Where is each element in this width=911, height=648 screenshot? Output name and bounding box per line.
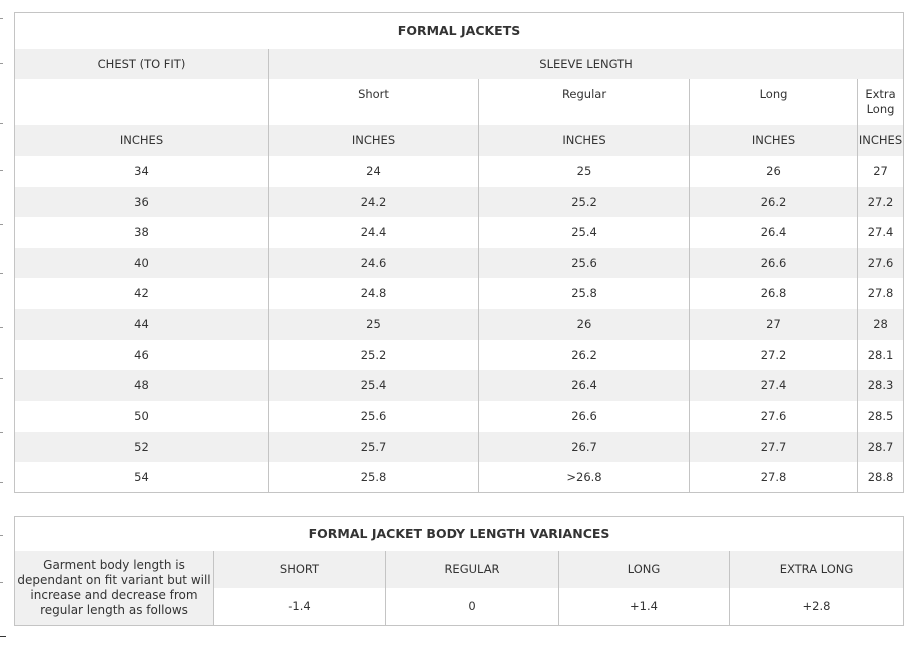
variance-header-long: LONG	[559, 551, 730, 588]
fit-header-long: Long	[690, 79, 858, 125]
long-sleeve-cell: 27.7	[690, 432, 858, 462]
variance-header-extra-long: EXTRA LONG	[730, 551, 904, 588]
chest-size-cell: 40	[15, 248, 269, 278]
chest-size-cell: 48	[15, 370, 269, 401]
short-sleeve-cell: 24.4	[269, 217, 479, 248]
regular-sleeve-cell: >26.8	[479, 462, 690, 493]
fit-header-regular: Regular	[479, 79, 690, 125]
edge-tick	[0, 63, 3, 64]
extra-long-sleeve-cell: 27.2	[858, 187, 904, 217]
extra-long-sleeve-cell: 27.4	[858, 217, 904, 248]
long-sleeve-cell: 26	[690, 156, 858, 187]
extra-long-sleeve-cell: 27.8	[858, 278, 904, 309]
chest-size-cell: 50	[15, 401, 269, 432]
edge-tick	[0, 535, 3, 536]
edge-tick	[0, 327, 3, 328]
chest-size-cell: 38	[15, 217, 269, 248]
long-sleeve-cell: 26.6	[690, 248, 858, 278]
variances-title: FORMAL JACKET BODY LENGTH VARIANCES	[308, 526, 610, 542]
table-row	[15, 187, 904, 217]
variance-value-short: -1.4	[214, 588, 386, 626]
chest-size-cell: 46	[15, 340, 269, 370]
unit-label: INCHES	[269, 125, 479, 156]
short-sleeve-cell: 24.8	[269, 278, 479, 309]
short-sleeve-cell: 24.2	[269, 187, 479, 217]
variance-header-regular: REGULAR	[386, 551, 559, 588]
body-length-variances-table	[14, 516, 904, 626]
table-row	[15, 278, 904, 309]
edge-tick	[0, 582, 3, 583]
regular-sleeve-cell: 25.4	[479, 217, 690, 248]
extra-long-sleeve-cell: 28.8	[858, 462, 904, 493]
edge-tick	[0, 123, 3, 124]
chest-size-cell: 42	[15, 278, 269, 309]
regular-sleeve-cell: 26.4	[479, 370, 690, 401]
formal-jackets-size-table	[14, 12, 904, 493]
table-row	[15, 462, 904, 493]
extra-long-sleeve-cell: 28.1	[858, 340, 904, 370]
short-sleeve-cell: 24	[269, 156, 479, 187]
short-sleeve-cell: 25.7	[269, 432, 479, 462]
fit-header-extra-long: Extra Long	[858, 79, 904, 125]
regular-sleeve-cell: 25	[479, 156, 690, 187]
extra-long-sleeve-cell: 27	[858, 156, 904, 187]
short-sleeve-cell: 25.4	[269, 370, 479, 401]
chest-size-cell: 34	[15, 156, 269, 187]
edge-tick	[0, 378, 3, 379]
variance-value-regular: 0	[386, 588, 559, 626]
table-row	[15, 370, 904, 401]
table-row	[15, 156, 904, 187]
fit-header-empty	[15, 79, 269, 125]
table-row	[15, 248, 904, 278]
regular-sleeve-cell: 26	[479, 309, 690, 340]
long-sleeve-cell: 27.6	[690, 401, 858, 432]
long-sleeve-cell: 27.8	[690, 462, 858, 493]
long-sleeve-cell: 26.8	[690, 278, 858, 309]
edge-tick	[0, 432, 3, 433]
table-row	[15, 340, 904, 370]
sleeve-length-header: SLEEVE LENGTH	[269, 49, 904, 79]
variance-header-short: SHORT	[214, 551, 386, 588]
table-row	[15, 401, 904, 432]
chest-size-cell: 54	[15, 462, 269, 493]
short-sleeve-cell: 24.6	[269, 248, 479, 278]
unit-label: INCHES	[858, 125, 904, 156]
chest-size-cell: 36	[15, 187, 269, 217]
unit-label: INCHES	[690, 125, 858, 156]
short-sleeve-cell: 25.2	[269, 340, 479, 370]
short-sleeve-cell: 25.8	[269, 462, 479, 493]
extra-long-sleeve-cell: 28.3	[858, 370, 904, 401]
long-sleeve-cell: 27	[690, 309, 858, 340]
regular-sleeve-cell: 25.2	[479, 187, 690, 217]
short-sleeve-cell: 25	[269, 309, 479, 340]
edge-tick	[0, 273, 3, 274]
table-row	[15, 309, 904, 340]
extra-long-sleeve-cell: 28	[858, 309, 904, 340]
extra-long-sleeve-cell: 27.6	[858, 248, 904, 278]
chest-size-cell: 44	[15, 309, 269, 340]
extra-long-sleeve-cell: 28.7	[858, 432, 904, 462]
unit-label: INCHES	[479, 125, 690, 156]
regular-sleeve-cell: 26.6	[479, 401, 690, 432]
table-title: FORMAL JACKETS	[15, 13, 904, 49]
edge-tick	[0, 482, 3, 483]
table-row	[15, 217, 904, 248]
regular-sleeve-cell: 25.6	[479, 248, 690, 278]
extra-long-sleeve-cell: 28.5	[858, 401, 904, 432]
long-sleeve-cell: 27.2	[690, 340, 858, 370]
chest-size-cell: 52	[15, 432, 269, 462]
regular-sleeve-cell: 26.2	[479, 340, 690, 370]
short-sleeve-cell: 25.6	[269, 401, 479, 432]
variances-note: Garment body length is dependant on fit variant but will increase and decrease from regular length as follows	[15, 551, 214, 626]
variance-value-long: +1.4	[559, 588, 730, 626]
table-row	[15, 432, 904, 462]
unit-label: INCHES	[15, 125, 269, 156]
variance-value-extra-long: +2.8	[730, 588, 904, 626]
long-sleeve-cell: 26.4	[690, 217, 858, 248]
edge-tick	[0, 636, 6, 637]
edge-tick	[0, 18, 3, 19]
regular-sleeve-cell: 25.8	[479, 278, 690, 309]
long-sleeve-cell: 27.4	[690, 370, 858, 401]
chest-header: CHEST (TO FIT)	[15, 49, 269, 79]
long-sleeve-cell: 26.2	[690, 187, 858, 217]
edge-tick	[0, 170, 3, 171]
regular-sleeve-cell: 26.7	[479, 432, 690, 462]
edge-tick	[0, 224, 3, 225]
fit-header-short: Short	[269, 79, 479, 125]
